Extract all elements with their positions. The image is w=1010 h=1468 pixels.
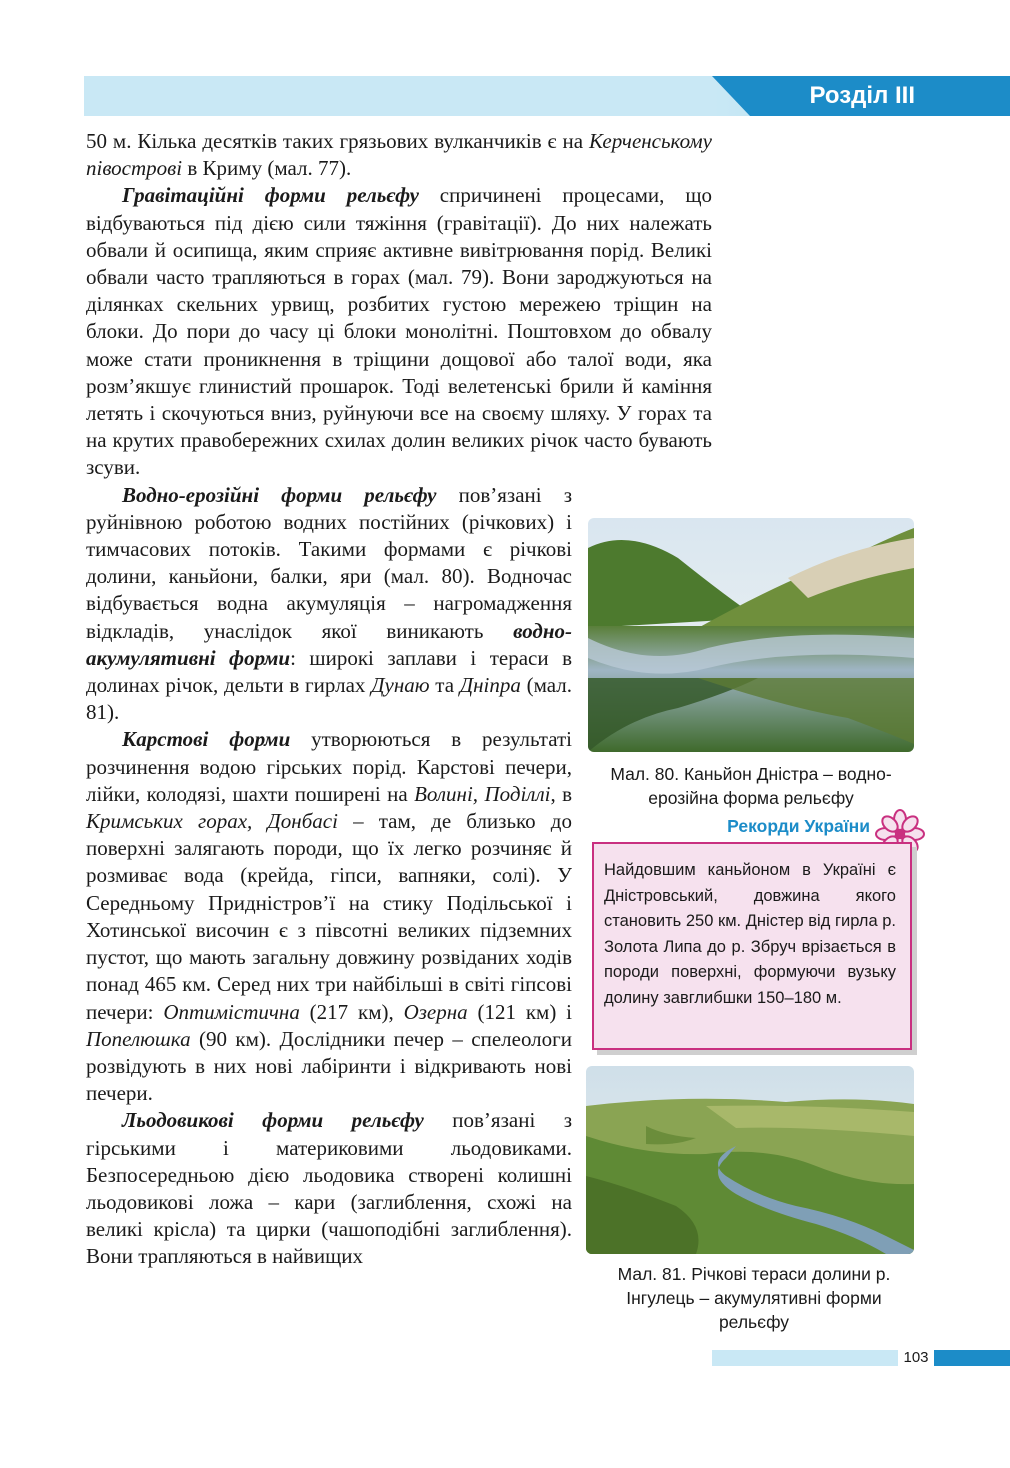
figure-81-river-terraces-photo <box>586 1066 914 1254</box>
records-text: Найдовшим каньйоном в Україні є Дністровський, довжина якого становить 250 км. Дністер від гирла р. Золота Липа до р. Збруч врізається в породи поверхні, формуючи вузьку долину завглибшки 150–180 м. <box>604 861 896 1007</box>
paragraph-karst: Карстові форми утворюються в результаті розчинення водою гірських порід. Карстові печери, лійки, колодязі, шахти поширені на Волині, Поділлі, в Кримських горах, Донбасі – там, де близько до поверхні залягають породи, що їх легко розчиняє й розмиває вода (крейда, гіпси, вапняки, солі). У Середньому Придністров’ї на стику Подільської і Хотинської височин є з півсотні великих підземних пустот, що мають загальну довжину розвіданих ходів понад 465 км. Серед них три найбільші в світі гіпсові печери: Оптимістична (217 км), Озерна (121 км) і Попелюшка (90 км). Дослідники печер – спелеологи розвідують в них нові лабіринти і відкривають нові печери. <box>86 727 573 1106</box>
figure-80-caption: Мал. 80. Каньйон Дністра – водно-ерозійна форма рельєфу <box>610 764 892 808</box>
footer-band <box>712 1350 1010 1366</box>
section-label: Розділ ІІІ <box>809 82 915 109</box>
paragraph-water-erosion: Водно-ерозійні форми рельєфу пов’язані з руйнівною роботою водних постійних (річкових) і тимчасових потоків. Такими формами є річкові долини, каньйони, балки, яри (мал. 80). Водночас відбувається водна акумуляція – нагромадження відкладів, унаслідок якої виникають водно-акумулятивні форми: широкі заплави і тераси в долинах річок, дельти в гирлах Дунаю та Дніпра (мал. 81). <box>86 482 572 725</box>
records-title: Рекорди України <box>727 816 870 836</box>
figure-81-caption: Мал. 81. Річкові тераси долини р. Інгулець – акумулятивні форми рельєфу <box>617 1264 891 1332</box>
term-karst: Карстові форми <box>122 727 291 752</box>
main-text <box>86 128 712 1271</box>
term-glacial: Льодовикові форми рельєфу <box>122 1108 424 1133</box>
paragraph-1: 50 м. Кілька десятків таких грязьових вулканчиків є на Керченському півострові в Криму (мал. 77). <box>86 129 712 181</box>
paragraph-gravitational: Гравітаційні форми рельєфу спричинені процесами, що відбуваються під дією сили тяжіння (гравітації). До них належать обвали й осипища, яким сприяє активне вивітрювання порід. Великі обвали часто трапляються в горах (мал. 79). Вони зароджуються на ділянках скельних урвищ, розбитих густою мережею тріщин на блоки. До пори до часу ці блоки монолітні. Поштовхом до обвалу може стати проникнення в тріщини дощової або талої води, яка розм’якшує глинистий прошарок. Тоді велетенські брили й каміння летять і скочуються вниз, руйнуючи все на своєму шляху. У горах та на крутих правобережних схилах долин великих річок часто бувають зсуви. <box>86 183 712 480</box>
paragraph-glacial: Льодовикові форми рельєфу пов’язані з гірськими і материковими льодовиками. Безпосередньою дією льодовика створені колишні льодовикові ложа – кари (заглиблення, схожі на великі крісла) та цирки (чашоподібні заглиблення). Вони трапляються в найвищих <box>86 1108 572 1269</box>
page-number: 103 <box>898 1346 934 1370</box>
term-gravitational: Гравітаційні форми рельєфу <box>122 183 419 208</box>
figure-80-canyon-photo <box>588 518 914 752</box>
term-water-erosion: Водно-ерозійні форми рельєфу <box>122 482 437 507</box>
term-water-accumulative: водно-акумулятивні форми <box>86 618 572 670</box>
